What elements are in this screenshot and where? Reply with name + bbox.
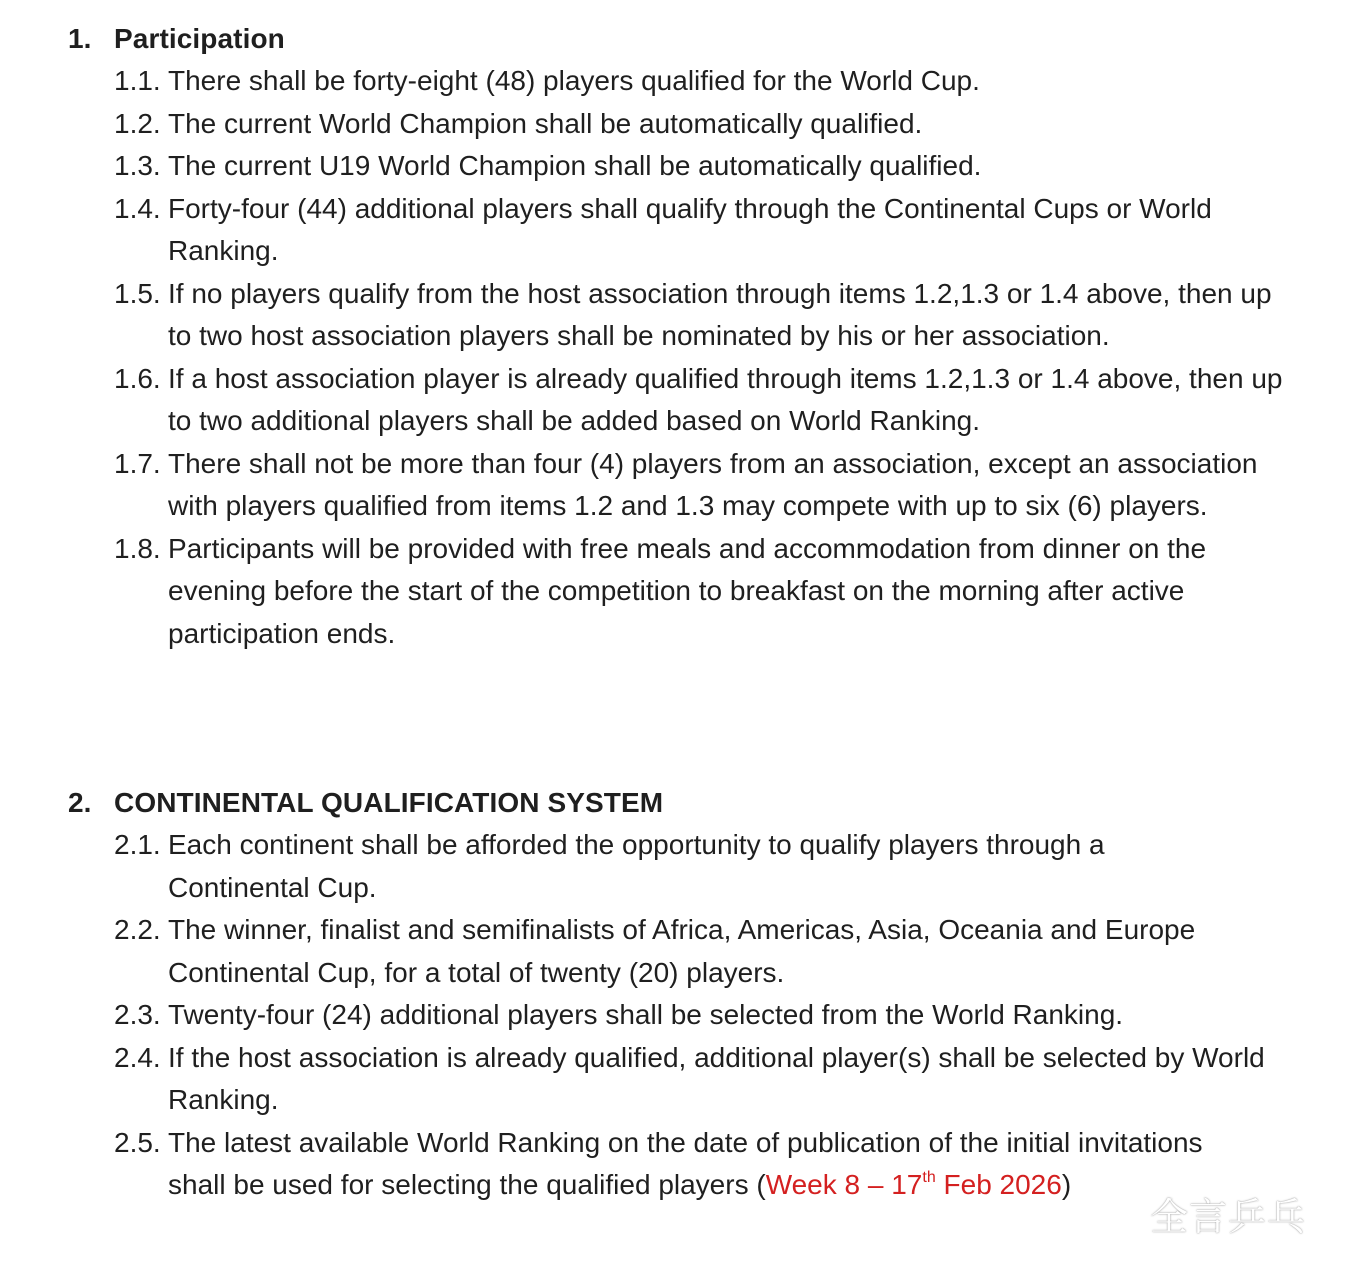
list-item-1-6 (0, 358, 1350, 443)
section-continental-qualification (0, 782, 1350, 1207)
ranking-week-date: Week 8 – 17 (765, 1169, 923, 1200)
list-item-1-5 (0, 273, 1350, 358)
item-number: 1.2. (114, 107, 161, 139)
item-text: There shall be forty-eight (48) players qualified for the World Cup. (168, 65, 980, 96)
item-number: 1.1. (114, 65, 161, 96)
item-text: If a host association player is already qualified through items 1.2,1.3 or 1.4 above, then up to two additional players shall be added based on World Ranking. (168, 362, 1283, 436)
item-number: 2.5. (114, 1126, 161, 1158)
list-item-1-1 (0, 60, 1350, 103)
list-item-1-7 (0, 443, 1350, 528)
ordinal-suffix: th (922, 1169, 936, 1186)
list-item-2-4 (0, 1037, 1350, 1122)
item-number: 1.3. (114, 150, 161, 181)
list-item-1-4 (0, 188, 1350, 273)
item-number: 2.1. (114, 829, 161, 860)
watermark-logo: 全言乒乓 (1150, 1197, 1307, 1239)
item-text: If no players qualify from the host association through items 1.2,1.3 or 1.4 above, then up to two host association players shall be nominated by his or her association. (168, 277, 1272, 351)
list-item-2-3 (0, 994, 1350, 1037)
item-number: 2.2. (114, 914, 161, 945)
section-number: 2. (68, 787, 92, 818)
section-title: CONTINENTAL QUALIFICATION SYSTEM (114, 787, 664, 818)
item-number: 1.4. (114, 192, 161, 224)
item-text: Forty-four (44) additional players shall qualify through the Continental Cups or World Ranking. (168, 192, 1212, 266)
ranking-week-month-year: Feb 2026 (935, 1169, 1062, 1200)
list-item-1-8 (0, 528, 1350, 656)
item-number: 2.3. (114, 999, 161, 1030)
list-item-2-1 (0, 824, 1350, 909)
item-text: If the host association is already qualified, additional player(s) shall be selected by World Ranking. (168, 1041, 1265, 1115)
item-text: There shall not be more than four (4) players from an association, except an association with players qualified from items 1.2 and 1.3 may compete with up to six (6) players. (168, 447, 1258, 521)
item-number: 1.7. (114, 447, 161, 479)
item-number: 1.5. (114, 277, 161, 309)
section-heading (0, 782, 1350, 824)
list-item-1-3 (0, 145, 1350, 188)
section-title: Participation (114, 23, 285, 54)
ranking-week-highlight (766, 1169, 1062, 1200)
item-text: The winner, finalist and semifinalists of Africa, Americas, Asia, Oceania and Europe Continental Cup, for a total of twenty (20) players. (168, 914, 1196, 988)
item-text: The current U19 World Champion shall be automatically qualified. (168, 150, 982, 181)
item-text: Each continent shall be afforded the opportunity to qualify players through a Continental Cup. (168, 829, 1105, 903)
item-number: 1.6. (114, 362, 161, 394)
item-number: 2.4. (114, 1041, 161, 1073)
section-number: 1. (68, 23, 92, 54)
list-item-2-5 (0, 1122, 1350, 1207)
item-text-body: The latest available World Ranking on the date of publication of the initial invitations shall be used for selecting the qualified players ( (168, 1126, 1203, 1200)
list-item-1-2 (0, 103, 1350, 146)
item-text: Participants will be provided with free meals and accommodation from dinner on the evening before the start of the competition to breakfast on the morning after active participation ends. (168, 532, 1207, 649)
item-text: Twenty-four (24) additional players shall be selected from the World Ranking. (168, 999, 1124, 1030)
list-item-2-2 (0, 909, 1350, 994)
closing-paren: ) (1061, 1169, 1072, 1200)
section-heading (0, 18, 1350, 60)
section-participation (0, 18, 1350, 655)
item-text (168, 1122, 1243, 1207)
item-number: 1.8. (114, 532, 161, 564)
item-text: The current World Champion shall be automatically qualified. (168, 107, 923, 139)
